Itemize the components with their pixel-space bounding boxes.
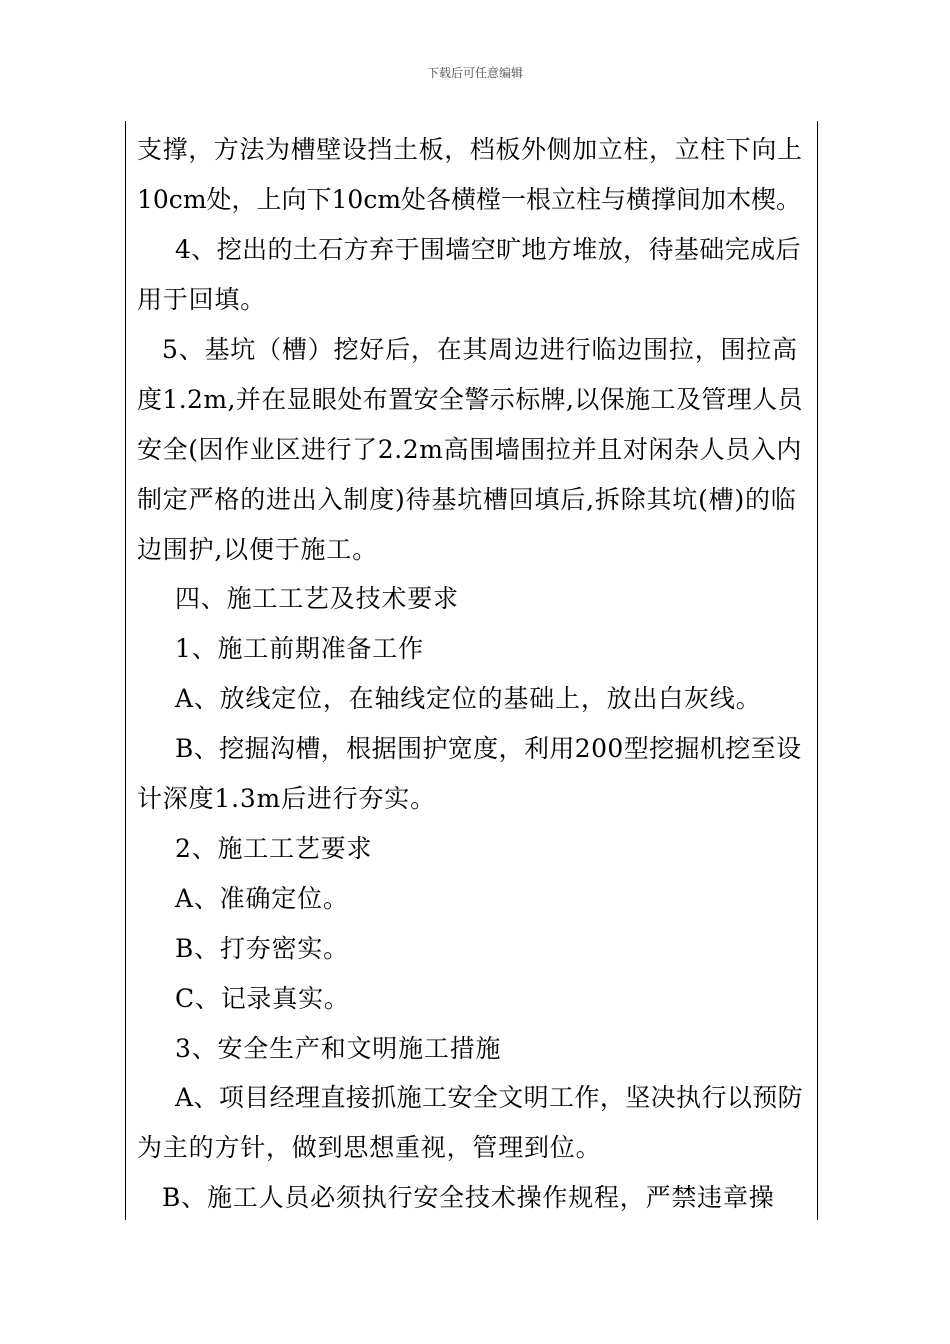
text-line: 度1.2m,并在显眼处布置安全警示标牌,以保施工及管理人员: [137, 385, 803, 414]
text-line: 10cm处，上向下10cm处各横樘一根立柱与横撑间加木楔。: [137, 185, 802, 214]
text-line: 制定严格的进出入制度)待基坑槽回填后,拆除其坑(槽)的临: [137, 485, 797, 514]
text-line: 4、挖出的土石方弃于围墙空旷地方堆放，待基础完成后: [175, 235, 801, 264]
page-header: 下载后可任意编辑: [426, 66, 523, 80]
text-line: 计深度1.3m后进行夯实。: [137, 784, 436, 813]
text-line: 2、施工工艺要求: [175, 834, 373, 863]
text-line: 四、施工工艺及技术要求: [175, 584, 459, 613]
text-line: 安全(因作业区进行了2.2m高围墙围拉并且对闲杂人员入内: [137, 435, 803, 464]
text-line: A、项目经理直接抓施工安全文明工作，坚决执行以预防: [175, 1083, 804, 1112]
text-line: 5、基坑（槽）挖好后，在其周边进行临边围拉，围拉高: [162, 335, 798, 364]
text-line: B、施工人员必须执行安全技术操作规程，严禁违章操: [162, 1183, 775, 1212]
text-line: A、准确定位。: [175, 884, 349, 913]
text-line: C、记录真实。: [175, 984, 350, 1013]
text-line: B、挖掘沟槽，根据围护宽度，利用200型挖掘机挖至设: [175, 734, 802, 763]
text-line: B、打夯密实。: [175, 934, 349, 963]
text-line: 为主的方针，做到思想重视，管理到位。: [137, 1133, 602, 1162]
text-line: 支撑，方法为槽壁设挡土板，档板外侧加立柱，立柱下向上: [137, 135, 803, 164]
text-line: 3、安全生产和文明施工措施: [175, 1034, 502, 1063]
text-line: 边围护,以便于施工。: [137, 535, 378, 564]
text-line: 用于回填。: [137, 285, 267, 314]
text-line: A、放线定位，在轴线定位的基础上，放出白灰线。: [175, 684, 762, 713]
text-line: 1、施工前期准备工作: [175, 634, 424, 663]
